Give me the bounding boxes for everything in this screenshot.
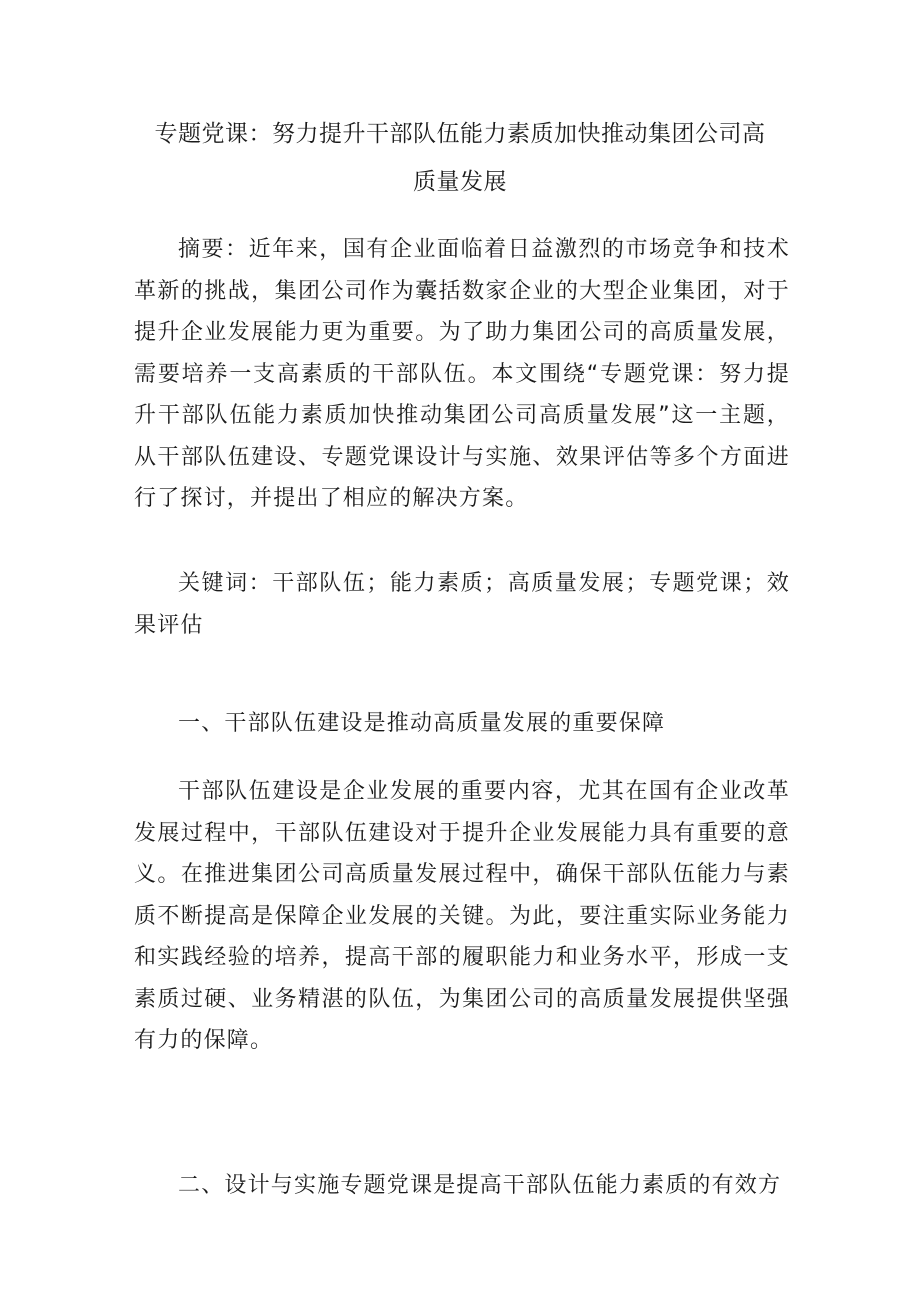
document-title xyxy=(134,110,786,206)
title-line-1: 专题党课：努力提升干部队伍能力素质加快推动集团公司高 xyxy=(154,121,766,147)
section-1-body: 干部队伍建设是企业发展的重要内容，尤其在国有企业改革发展过程中，干部队伍建设对于提升企业发展能力具有重要的意义。在推进集团公司高质量发展过程中，确保干部队伍能力与素质不断提高是保障企业发展的关键。为此，要注重实际业务能力和实践经验的培养，提高干部的履职能力和业务水平，形成一支素质过硬、业务精湛的队伍，为集团公司的高质量发展提供坚强有力的保障。 xyxy=(134,779,790,1053)
title-line-2: 质量发展 xyxy=(413,169,507,195)
keywords-paragraph: 关键词：干部队伍；能力素质；高质量发展；专题党课；效果评估 xyxy=(134,571,790,638)
section-2-heading: 二、设计与实施专题党课是提高干部队伍能力素质的有效方 xyxy=(178,1173,782,1198)
abstract-paragraph: 摘要：近年来，国有企业面临着日益激烈的市场竞争和技术革新的挑战，集团公司作为囊括数家企业的大型企业集团，对于提升企业发展能力更为重要。为了助力集团公司的高质量发展，需要培养一支高素质的干部队伍。本文围绕“专题党课：努力提升干部队伍能力素质加快推动集团公司高质量发展”这一主题，从干部队伍建设、专题党课设计与实施、效果评估等多个方面进行了探讨，并提出了相应的解决方案。 xyxy=(134,237,790,511)
section-1-heading: 一、干部队伍建设是推动高质量发展的重要保障 xyxy=(178,711,666,736)
